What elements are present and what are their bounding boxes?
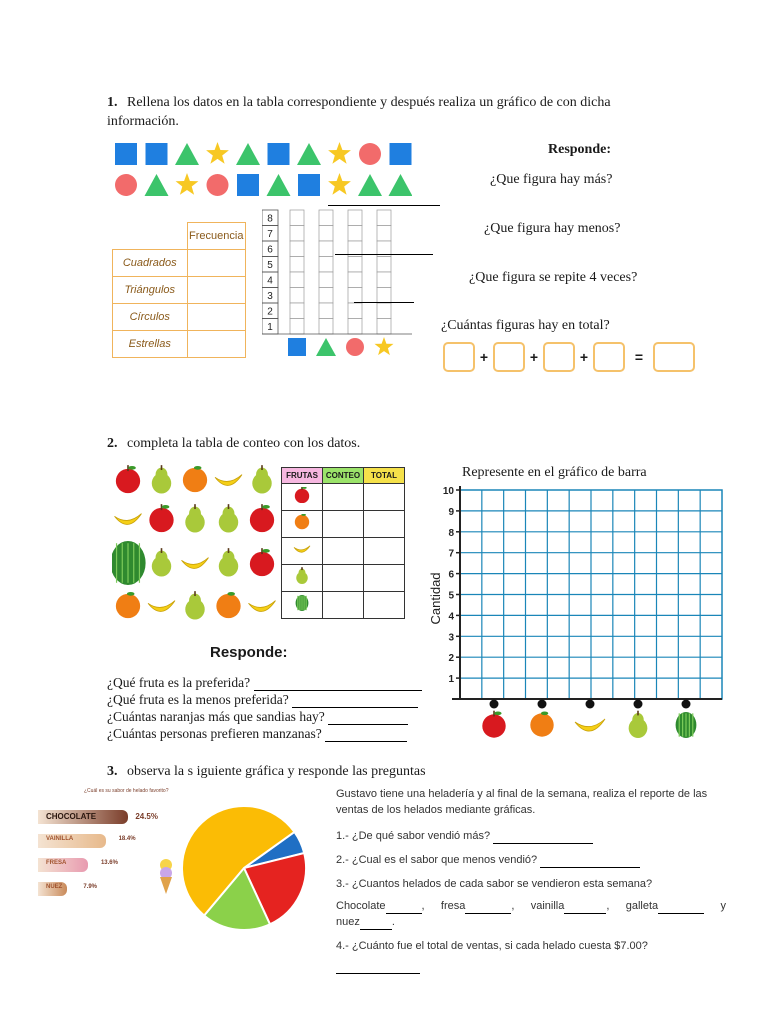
y-tick-label: 3 [448,632,454,644]
orange-icon [295,514,309,529]
flavor-name: NUEZ [46,884,63,890]
section1-instruction-text: Rellena los datos en la tabla correspondiente y después realiza un gráfico de con dicha información. [107,95,611,129]
q-least-fruit: ¿Qué fruta es la menos preferida? [107,691,422,708]
section3-text-block: Gustavo tiene una heladería y al final de la semana, realiza el reporte de las ventas de los helados mediante gráficas. 1.- ¿De qué sabor vendió más? 2.- ¿Cual es el sabor que menos vendió? 3.- ¿Cuantos helados de cada sabor se vendieron esta semana? Chocolate , fresa , vainilla , galleta y nuez . 4.- ¿Cuánto fue el total de ventas, si cada helado cuesta $7.00? [336,786,726,974]
sum-box[interactable] [593,342,625,372]
triangle-icon [389,174,413,196]
flavor-percent: 7.9% [83,884,98,890]
square-icon [390,143,412,165]
answer-line-1[interactable] [328,205,440,206]
chart-cell[interactable] [319,257,333,273]
triangle-icon [236,143,260,165]
flavor-bar-row [38,810,158,824]
y-tick-label: 1 [448,674,454,686]
chart-cell[interactable] [348,303,362,319]
section2-instruction-text: completa la tabla de conteo con los datos. [127,436,361,451]
header-total: TOTAL [364,468,405,484]
q-most-sold: 1.- ¿De qué sabor vendió más? [336,828,726,844]
bar-chart-title: Represente en el gráfico de barra [462,465,647,480]
banana-icon [249,601,276,612]
sum-box[interactable] [543,342,575,372]
square-icon [288,338,306,356]
chart-cell[interactable] [348,257,362,273]
chart-cell[interactable] [290,319,304,335]
pear-icon [296,567,308,584]
triangle-icon [358,174,382,196]
pear-icon [629,711,648,738]
row-label-stars: Estrellas [113,331,188,358]
flavor-name: VAINILLA [46,836,74,842]
pear-icon [152,548,171,576]
row-label-triangles: Triángulos [113,277,188,304]
chart-cell[interactable] [319,241,333,257]
chart-cell[interactable] [319,210,333,226]
orange-icon [530,711,553,736]
chart-cell[interactable] [319,272,333,288]
y-tick-label: 8 [448,527,454,539]
equals-sign: = [634,349,644,365]
y-tick-label: 2 [448,653,454,665]
flavor-bar-row [38,858,118,872]
chart-cell[interactable] [319,226,333,242]
circle-icon [359,143,381,165]
chart-cell[interactable] [348,272,362,288]
fruit-watermelon-icon [282,592,323,619]
header-frutas: FRUTAS [282,468,323,484]
triangle-icon [316,338,336,356]
chart-cell[interactable] [377,257,391,273]
star-icon [328,173,351,195]
tally-cell[interactable] [323,538,364,565]
watermelon-icon [676,712,697,738]
y-tick-label: 1 [267,322,273,333]
mini-chart-title: ¿Cuál es su sabor de helado favorito? [84,788,169,794]
circle-icon [115,174,137,196]
apple-icon [149,504,173,532]
q-least-sold: 2.- ¿Cual es el sabor que menos vendió? [336,852,726,868]
pear-icon [185,591,204,619]
flavor-percent: 24.5% [135,812,158,821]
chart-cell[interactable] [377,272,391,288]
total-box[interactable] [653,342,695,372]
chart-cell[interactable] [377,319,391,335]
q-total-sales: 4.- ¿Cuánto fue el total de ventas, si cada helado cuesta $7.00? [336,940,648,952]
apple-icon [116,465,140,493]
pear-icon [185,504,204,532]
apple-icon [295,487,309,503]
apple-icon [482,711,505,738]
banana-icon [575,719,605,731]
y-tick-label: 4 [448,611,454,623]
row-label-circles: Círculos [113,304,188,331]
total-cell[interactable] [364,511,405,538]
axis-dot [490,700,499,709]
frequency-table [112,222,246,358]
orange-icon [216,592,240,618]
row-label-squares: Cuadrados [113,250,188,277]
sum-box[interactable] [443,342,475,372]
fruit-orange-icon [282,511,323,538]
pear-icon [252,465,271,493]
square-icon [298,174,320,196]
chart-cell[interactable] [319,319,333,335]
circle-icon [207,174,229,196]
chart-cell[interactable] [319,288,333,304]
chart-cell[interactable] [348,288,362,304]
pear-icon [219,548,238,576]
chart-cell[interactable] [290,257,304,273]
axis-dot [634,700,643,709]
answer-line[interactable] [658,913,704,914]
banana-icon [182,558,209,569]
orange-icon [183,466,207,492]
freq-cell[interactable] [187,250,246,277]
chart-cell[interactable] [377,303,391,319]
section2-questions [107,674,422,742]
chart-cell[interactable] [290,303,304,319]
apple-icon [250,504,274,532]
chart-cell[interactable] [290,241,304,257]
flavor-bar-row [38,834,136,848]
chart-cell[interactable] [290,226,304,242]
respond-title-2: Responde: [210,644,288,661]
q-most-shape: ¿Que figura hay más? [490,172,613,187]
sum-box[interactable] [493,342,525,372]
total-cell[interactable] [364,538,405,565]
flavor-name: CHOCOLATE [46,812,97,821]
triangle-icon [145,174,169,196]
banana-icon [215,475,242,486]
y-tick-label: 8 [267,213,273,225]
frequency-header: Frecuencia [187,223,246,250]
answer-line-3[interactable] [354,302,414,303]
star-icon [206,142,229,164]
flavor-percent: 13.6% [100,860,118,866]
banana-icon [148,601,175,612]
q-repeat-4: ¿Que figura se repite 4 veces? [469,270,638,285]
flavor-pie-chart [182,806,310,934]
chart-cell[interactable] [290,272,304,288]
q-least-shape: ¿Que figura hay menos? [484,221,621,236]
chart-cell[interactable] [348,210,362,226]
axis-dot [682,700,691,709]
section1-instruction [107,93,667,131]
triangle-icon [297,143,321,165]
banana-icon [294,545,310,551]
freq-cell[interactable] [187,331,246,358]
fruit-pear-icon [282,565,323,592]
q-oranges-vs-watermelons: ¿Cuántas naranjas más que sandias hay? [107,708,422,725]
q-favorite-fruit: ¿Qué fruta es la preferida? [107,674,422,691]
orange-icon [116,592,140,618]
banana-icon [115,514,142,525]
section3-instruction [107,764,426,780]
y-tick-label: 6 [267,244,273,256]
square-icon [268,143,290,165]
watermelon-icon [112,541,146,585]
section3-instruction-text: observa la s iguiente gráfica y responde las preguntas [127,764,426,779]
chart-cell[interactable] [290,288,304,304]
flavor-percent: 18.4% [118,836,136,842]
answer-line[interactable] [336,973,420,974]
chart-cell[interactable] [348,226,362,242]
chart-cell[interactable] [348,319,362,335]
shapes-rows [112,140,412,202]
triangle-icon [175,143,199,165]
answer-line[interactable] [493,843,593,844]
chart-cell[interactable] [377,288,391,304]
fruit-apple-icon [282,484,323,511]
tally-cell[interactable] [323,484,364,511]
square-icon [115,143,137,165]
answer-line[interactable] [465,913,511,914]
respond-title-1: Responde: [548,142,612,157]
flavor-name: FRESA [46,860,67,866]
section2-number: 2. [107,436,118,451]
header-conteo: CONTEO [323,468,364,484]
shape-bar-chart [262,208,412,358]
chart-cell[interactable] [319,303,333,319]
story-text: Gustavo tiene una heladería y al final de la semana, realiza el reporte de las ventas de los helados mediante gráficas. [336,788,708,816]
freq-cell[interactable] [187,277,246,304]
total-cell[interactable] [364,484,405,511]
tally-cell[interactable] [323,565,364,592]
star-icon [176,173,199,195]
answer-line[interactable] [564,913,606,914]
y-tick-label: 5 [267,260,273,271]
section2-instruction [107,436,360,452]
pear-icon [219,504,238,532]
tally-cell[interactable] [323,592,364,619]
square-icon [237,174,259,196]
flavor-bar-graphic [34,788,174,913]
q-total-shapes: ¿Cuántas figuras hay en total? [441,318,610,333]
fruit-tally-table [281,467,405,619]
plus-sign: + [579,349,589,365]
triangle-icon [267,174,291,196]
square-icon [146,143,168,165]
y-tick-label: 10 [442,486,454,497]
y-tick-label: 6 [448,569,454,581]
axis-dot [586,700,595,709]
fruit-bar-chart [426,484,726,749]
y-tick-label: 3 [267,291,273,302]
y-tick-label: 2 [267,306,273,318]
apple-icon [250,548,274,576]
y-axis-label: Cantidad [428,572,443,625]
tally-cell[interactable] [323,511,364,538]
total-cell[interactable] [364,592,405,619]
answer-line[interactable] [540,867,640,868]
axis-dot [538,700,547,709]
watermelon-icon [296,595,309,611]
flavor-blanks: Chocolate , fresa , vainilla , galleta y [336,900,726,912]
chart-cell[interactable] [290,210,304,226]
sum-boxes [443,342,695,372]
plus-sign: + [529,349,539,365]
pear-icon [152,465,171,493]
chart-cell[interactable] [377,210,391,226]
star-icon [375,337,394,355]
section1-number: 1. [107,95,118,110]
y-tick-label: 7 [448,548,454,560]
chart-cell[interactable] [377,226,391,242]
fruit-banana-icon [282,538,323,565]
y-tick-label: 5 [448,590,454,602]
ice-cream-cone-icon [158,856,174,896]
flavor-bar-row [38,882,98,896]
y-tick-label: 4 [267,275,273,287]
total-cell[interactable] [364,565,405,592]
answer-line[interactable] [360,929,392,930]
circle-icon [346,338,364,356]
y-tick-label: 9 [448,506,454,518]
plus-sign: + [479,349,489,365]
freq-cell[interactable] [187,304,246,331]
star-icon [328,142,351,164]
section3-number: 3. [107,764,118,779]
answer-line[interactable] [325,741,407,742]
answer-line-2[interactable] [335,254,433,255]
y-tick-label: 7 [267,229,273,240]
q-count-by-flavor: 3.- ¿Cuantos helados de cada sabor se vendieron esta semana? [336,878,653,890]
fruit-collection [112,462,277,627]
q-apples-count: ¿Cuántas personas prefieren manzanas? [107,725,422,742]
